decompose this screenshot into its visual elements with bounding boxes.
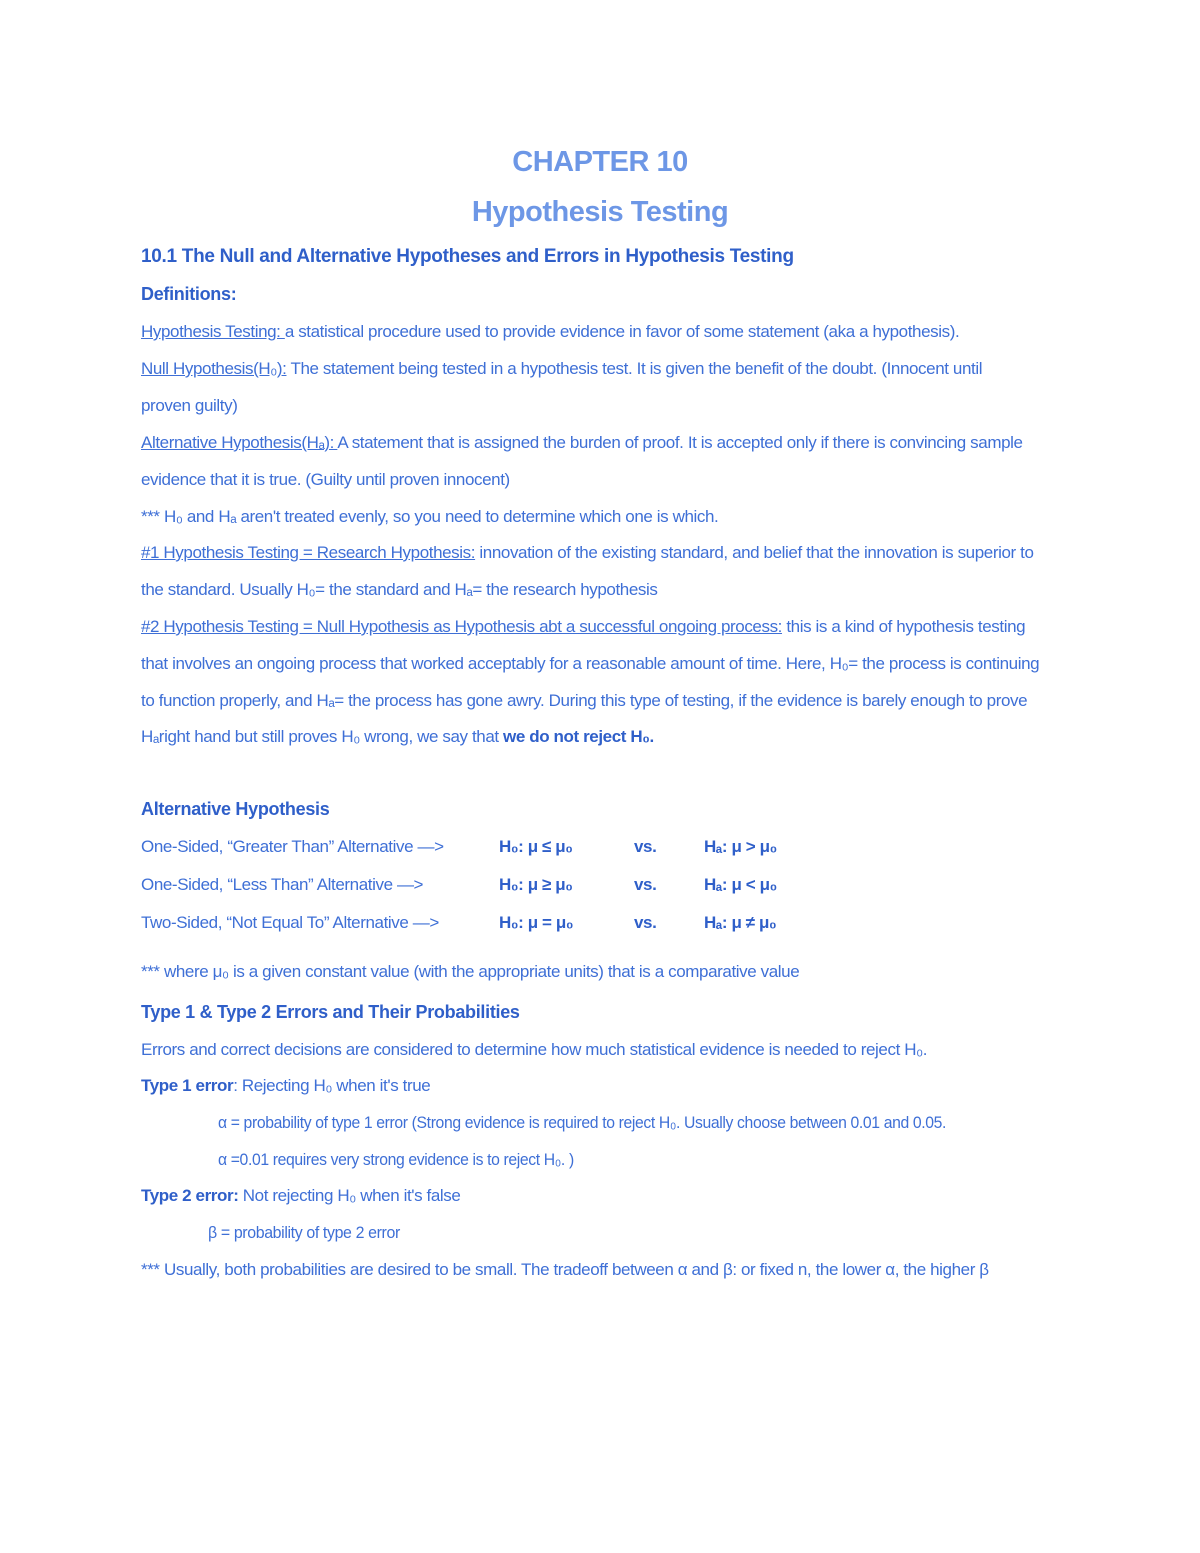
emphasis-do-not-reject: we do not reject H₀. [503,727,654,746]
note-uneven-treatment: *** H₀ and Hₐ aren't treated evenly, so you need to determine which one is which. [141,507,719,526]
definition-text: innovation of the existing standard, and belief that the innovation is superior to [475,543,1034,562]
case-ongoing-continued-2: to function properly, and Hₐ= the process has gone awry. During this type of testing, if the evidence is barely enough to prove [141,691,1028,710]
term-case-1: #1 Hypothesis Testing = Research Hypothesis: [141,543,476,562]
definition-alternative-continued: evidence that it is true. (Guilty until proven innocent) [141,470,510,489]
term-alternative-hypothesis: Alternative Hypothesis(Hₐ): [141,433,338,452]
case-ongoing-process [141,617,1061,637]
definitions-label: Definitions: [141,284,237,304]
case-research-hypothesis [141,543,1061,563]
alternative-hypothesis-formula: Hₐ: μ < μ₀ [704,875,777,894]
null-hypothesis-formula: H₀: μ ≥ μ₀ [499,875,573,894]
hypothesis-label: Two-Sided, “Not Equal To” Alternative —> [141,913,439,932]
alternative-hypothesis-formula: Hₐ: μ ≠ μ₀ [704,913,777,932]
alpha-definition: α = probability of type 1 error (Strong evidence is required to reject H₀. Usually choose between 0.01 and 0.05. [218,1113,947,1132]
definition-text: : Rejecting H₀ when it's true [233,1076,431,1095]
definition-text: this is a kind of hypothesis testing [782,617,1026,636]
case-research-continued: the standard. Usually H₀= the standard and Hₐ= the research hypothesis [141,580,658,599]
term-hypothesis-testing: Hypothesis Testing: [141,322,285,341]
hypothesis-label: One-Sided, “Less Than” Alternative —> [141,875,424,894]
versus-label: vs. [634,913,657,932]
null-hypothesis-formula: H₀: μ = μ₀ [499,913,574,932]
definition-null-hypothesis [141,359,1061,379]
definition-text: The statement being tested in a hypothesis test. It is given the benefit of the doubt. (Innocent until [286,359,983,378]
alternative-hypothesis-formula: Hₐ: μ > μ₀ [704,837,777,856]
definition-alternative-hypothesis [141,433,1061,453]
errors-intro: Errors and correct decisions are considered to determine how much statistical evidence is needed to reject H₀. [141,1040,928,1059]
type-2-error-label: Type 2 error: [141,1186,239,1205]
definition-null-continued: proven guilty) [141,396,238,415]
definition-text: A statement that is assigned the burden of proof. It is accepted only if there is convincing sample [337,433,1023,452]
definition-text: Hₐright hand but still proves H₀ wrong, we say that [141,727,504,746]
chapter-heading: CHAPTER 10 [512,146,688,178]
case-ongoing-continued-3 [141,727,1061,747]
definition-text: Not rejecting H₀ when it's false [238,1186,461,1205]
case-ongoing-continued-1: that involves an ongoing process that worked acceptably for a reasonable amount of time. Here, H₀= the process is continuing [141,654,1040,673]
errors-heading: Type 1 & Type 2 Errors and Their Probabilities [141,1002,520,1022]
term-null-hypothesis: Null Hypothesis(H₀): [141,359,287,378]
hypothesis-label: One-Sided, “Greater Than” Alternative —> [141,837,444,856]
versus-label: vs. [634,837,657,856]
note-mu-naught: *** where μ₀ is a given constant value (with the appropriate units) that is a comparative value [141,962,800,981]
versus-label: vs. [634,875,657,894]
alpha-example: α =0.01 requires very strong evidence is to reject H₀. ) [218,1150,574,1169]
type-2-error-definition [141,1186,1061,1206]
type-1-error-label: Type 1 error [141,1076,234,1095]
section-heading-10-1: 10.1 The Null and Alternative Hypotheses and Errors in Hypothesis Testing [141,246,794,267]
type-1-error-definition [141,1076,1061,1096]
note-tradeoff: *** Usually, both probabilities are desired to be small. The tradeoff between α and β: or fixed n, the lower α, the higher β [141,1260,989,1279]
page-title: Hypothesis Testing [471,196,729,228]
definition-hypothesis-testing [141,322,1061,342]
beta-definition: β = probability of type 2 error [208,1223,400,1242]
definition-text: a statistical procedure used to provide evidence in favor of some statement (aka a hypothesis). [284,322,960,341]
null-hypothesis-formula: H₀: μ ≤ μ₀ [499,837,573,856]
alternative-hypothesis-heading: Alternative Hypothesis [141,799,330,819]
term-case-2: #2 Hypothesis Testing = Null Hypothesis as Hypothesis abt a successful ongoing process: [141,617,783,636]
